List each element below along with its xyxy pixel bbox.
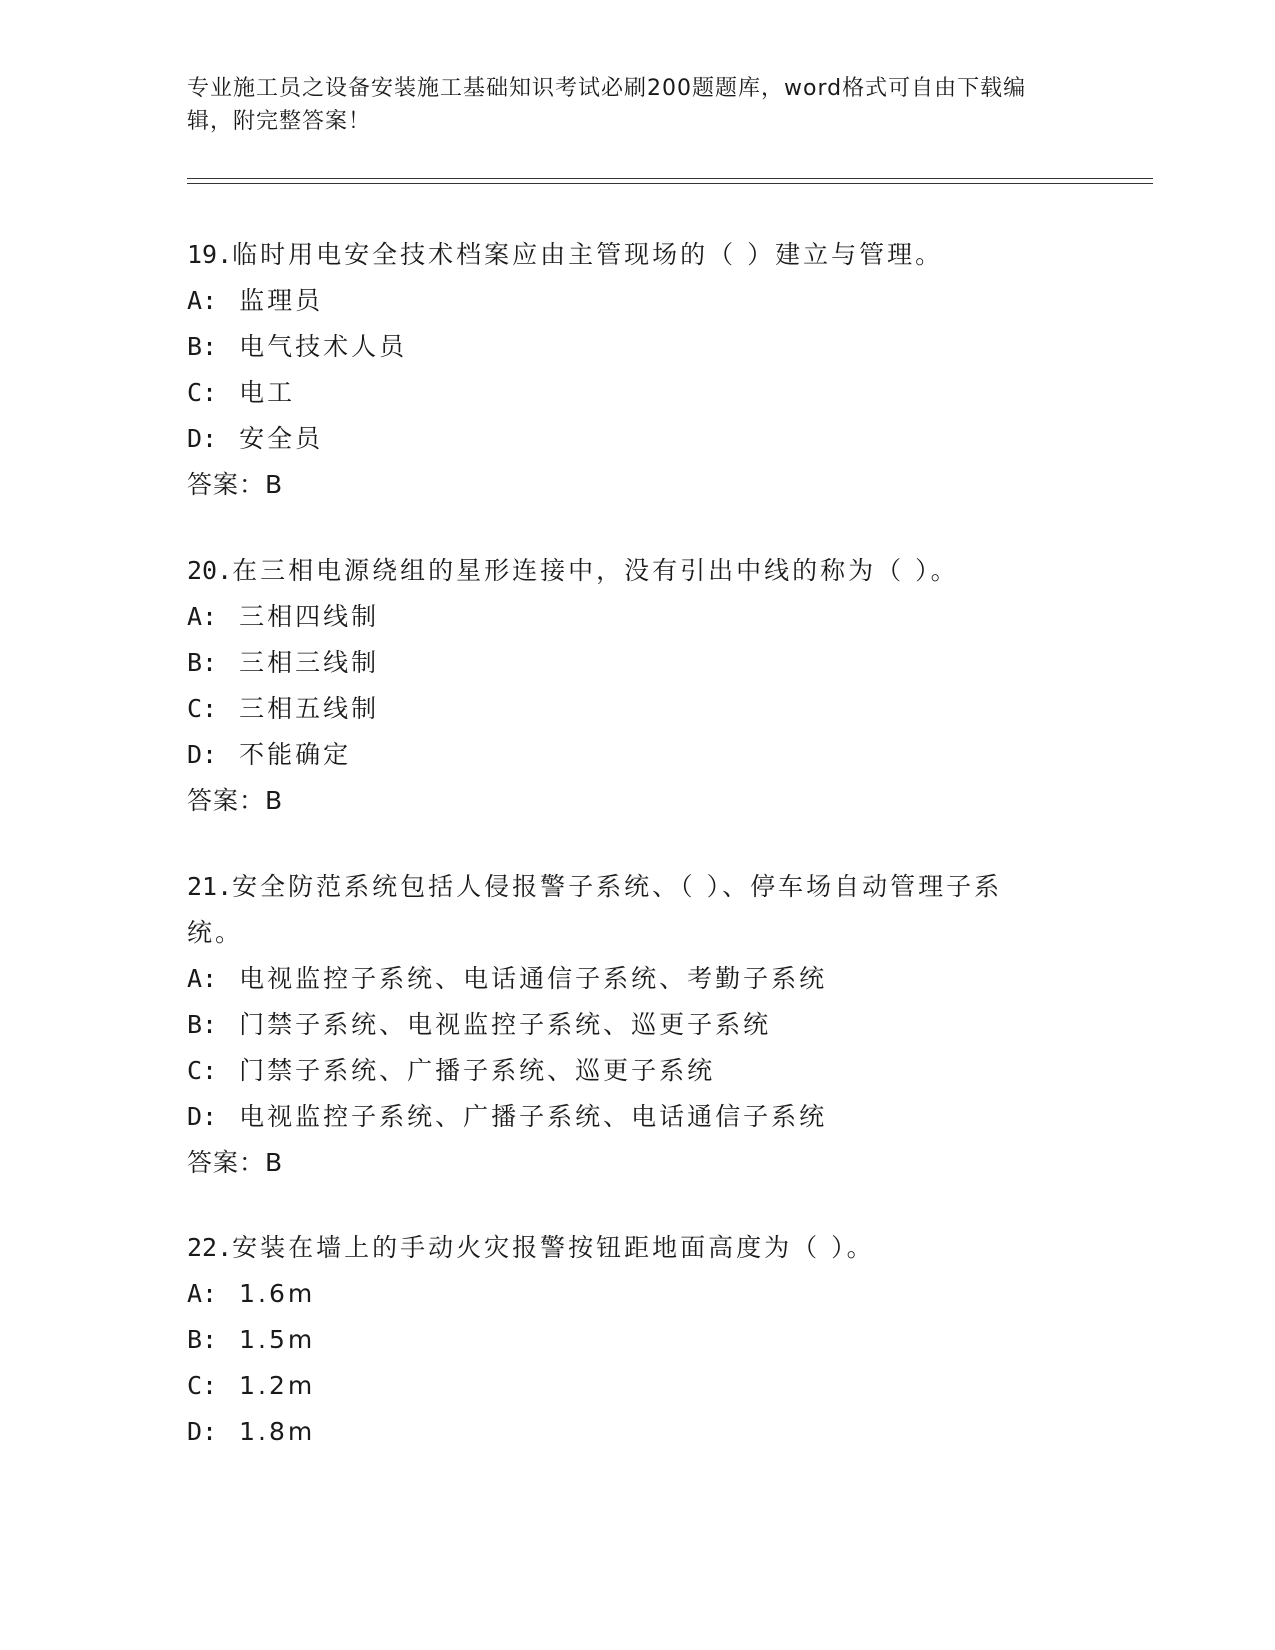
- option-a: A: 1.6m: [187, 1279, 316, 1308]
- question-number: 20.: [187, 556, 233, 585]
- question-number: 21.: [187, 872, 233, 901]
- question-number: 19.: [187, 240, 233, 269]
- option-d: D: 电视监控子系统、广播子系统、电话通信子系统: [187, 1102, 828, 1131]
- document-header: 专业施工员之设备安装施工基础知识考试必刷200题题库，word格式可自由下载编辑，附完整答案！: [187, 76, 1027, 134]
- question-22: [187, 1225, 1087, 1455]
- option-b: B: 门禁子系统、电视监控子系统、巡更子系统: [187, 1010, 772, 1039]
- option-b: B: 1.5m: [187, 1325, 316, 1354]
- question-number: 22.: [187, 1233, 233, 1262]
- question-text: 安全防范系统包括人侵报警子系统、（ ）、停车场自动管理子系统。: [187, 872, 1003, 947]
- option-d: D: 安全员: [187, 424, 324, 453]
- question-21: [187, 864, 1057, 1186]
- option-c: C: 电工: [187, 378, 296, 407]
- question-stem: [187, 1225, 1087, 1271]
- answer-line: 答案：B: [187, 786, 284, 815]
- question-stem: [187, 864, 1057, 956]
- option-b: B: 电气技术人员: [187, 332, 408, 361]
- option-d: D: 1.8m: [187, 1417, 316, 1446]
- question-text: 安装在墙上的手动火灾报警按钮距地面高度为（ ）。: [232, 1233, 875, 1262]
- option-a: A: 三相四线制: [187, 602, 380, 631]
- answer-line: 答案：B: [187, 470, 284, 499]
- option-c: C: 门禁子系统、广播子系统、巡更子系统: [187, 1056, 716, 1085]
- question-stem: [187, 548, 1087, 594]
- answer-line: 答案：B: [187, 1148, 284, 1177]
- question-text: 临时用电安全技术档案应由主管现场的（ ）建立与管理。: [232, 240, 944, 269]
- option-d: D: 不能确定: [187, 740, 352, 769]
- option-a: A: 监理员: [187, 286, 324, 315]
- question-19: [187, 232, 1087, 508]
- question-stem: [187, 232, 1087, 278]
- option-a: A: 电视监控子系统、电话通信子系统、考勤子系统: [187, 964, 828, 993]
- question-text: 在三相电源绕组的星形连接中，没有引出中线的称为（ ）。: [232, 556, 959, 585]
- question-20: [187, 548, 1087, 824]
- option-c: C: 1.2m: [187, 1371, 316, 1400]
- option-c: C: 三相五线制: [187, 694, 380, 723]
- header-divider-bottom: [187, 183, 1153, 184]
- header-divider-top: [187, 178, 1153, 179]
- option-b: B: 三相三线制: [187, 648, 380, 677]
